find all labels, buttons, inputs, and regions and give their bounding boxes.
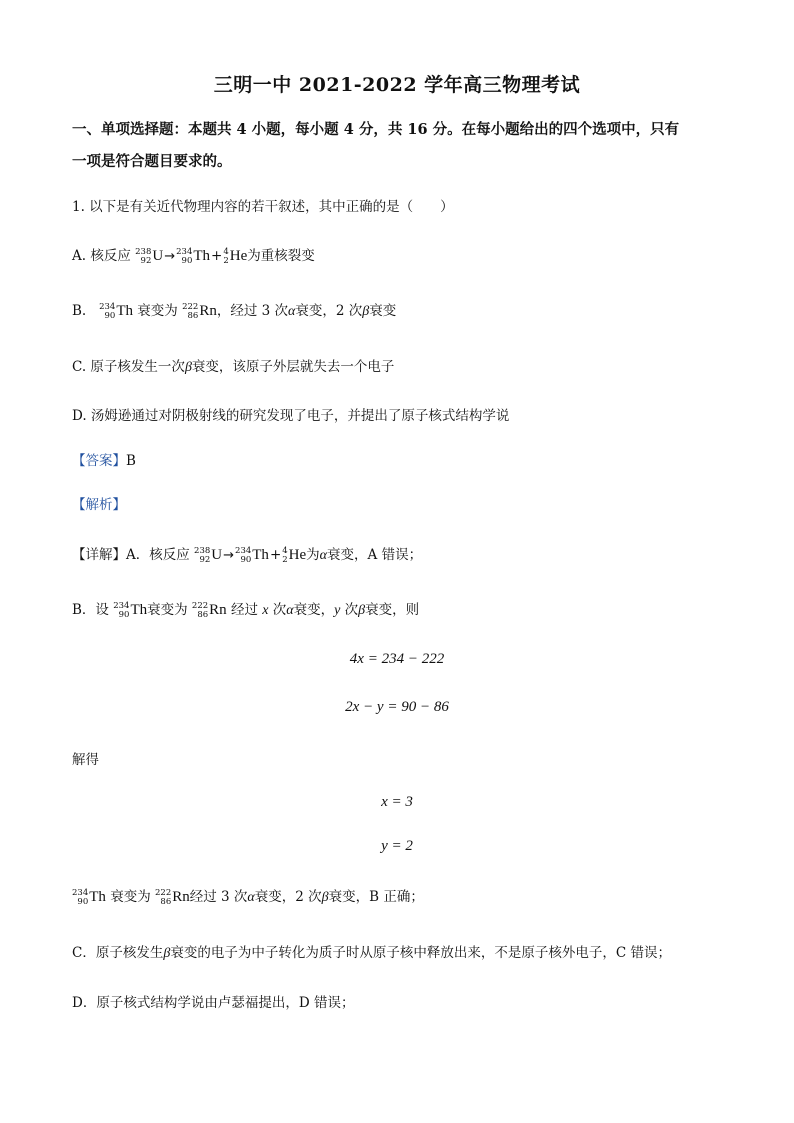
- mass-number: 4: [282, 545, 288, 556]
- detail-b2-text3: 衰变，2 次: [254, 889, 322, 905]
- equation-2: 2x − y = 90 − 86: [345, 699, 449, 715]
- answer-line: [72, 452, 136, 470]
- mass-number: 234: [72, 887, 89, 898]
- detail-b: [72, 601, 419, 620]
- atomic-number: 92: [140, 255, 152, 266]
- mass-number: 222: [155, 887, 172, 898]
- atomic-number: 90: [240, 554, 252, 565]
- nuclide-th234: [235, 546, 269, 565]
- option-c: [72, 358, 394, 377]
- detail-b-text5: 次: [344, 602, 359, 618]
- beta-symbol: β: [163, 946, 171, 961]
- element-symbol: Th: [193, 248, 211, 265]
- analysis-label: 【解析】: [72, 497, 126, 513]
- mass-number: 4: [223, 246, 229, 257]
- option-d: D. 汤姆逊通过对阴极射线的研究发现了电子，并提出了原子核式结构学说: [72, 408, 510, 424]
- atomic-number: 90: [104, 310, 116, 321]
- beta-symbol: β: [184, 360, 192, 375]
- atomic-number: 92: [199, 554, 211, 565]
- beta-symbol: β: [321, 890, 329, 905]
- option-a: [72, 247, 315, 266]
- detail-b2-text2: 经过 3 次: [189, 889, 248, 905]
- section-heading-line1: 一、单项选择题：本题共 4 小题，每小题 4 分，共 16 分。在每小题给出的四个选项中，只有: [72, 121, 680, 138]
- nuclide-rn222: [155, 888, 190, 907]
- alpha-symbol: α: [286, 603, 294, 618]
- nuclide-he4: [223, 247, 247, 266]
- page-title: 三明一中 2021-2022 学年高三物理考试: [213, 74, 581, 96]
- element-symbol: U: [211, 547, 223, 564]
- detail-b-text3: 次: [272, 602, 287, 618]
- variable-y: y: [334, 603, 341, 618]
- mass-number: 234: [99, 301, 116, 312]
- reaction-arrow-icon: →: [164, 249, 176, 264]
- detail-b-suffix: 衰变，则: [365, 602, 420, 618]
- mass-number: 222: [182, 301, 199, 312]
- atomic-number: 90: [77, 896, 89, 907]
- answer-label: 【答案】: [72, 453, 126, 469]
- atomic-number: 90: [181, 255, 193, 266]
- nuclide-rn222: [192, 601, 227, 620]
- option-c-prefix: C. 原子核发生一次: [72, 359, 185, 375]
- option-a-prefix: A. 核反应: [72, 248, 131, 264]
- alpha-symbol: α: [288, 304, 296, 319]
- solve-label: 解得: [72, 752, 99, 768]
- atomic-number: 2: [282, 554, 288, 565]
- detail-b-text1: 衰变为: [147, 602, 188, 618]
- plus-sign: +: [269, 547, 282, 563]
- element-symbol: Th: [252, 547, 269, 564]
- detail-label: 【详解】: [72, 547, 126, 563]
- option-b-text3: 衰变，2 次: [295, 303, 363, 319]
- element-symbol: Rn: [209, 602, 227, 619]
- alpha-symbol: α: [247, 890, 255, 905]
- element-symbol: Rn: [172, 889, 190, 906]
- atomic-number: 86: [197, 609, 209, 620]
- equation-4: y = 2: [381, 838, 413, 854]
- option-c-suffix: 衰变，该原子外层就失去一个电子: [191, 359, 395, 375]
- mass-number: 238: [135, 246, 152, 257]
- equation-1: 4x = 234 − 222: [349, 651, 445, 667]
- section-heading-line2: 一项是符合题目要求的。: [72, 153, 232, 170]
- question-stem: 1. 以下是有关近代物理内容的若干叙述，其中正确的是（ ）: [72, 199, 454, 215]
- atomic-number: 2: [223, 255, 229, 266]
- detail-d: D．原子核式结构学说由卢瑟福提出，D 错误；: [72, 995, 355, 1011]
- mass-number: 234: [113, 600, 130, 611]
- element-symbol: Th: [89, 889, 106, 906]
- detail-b-text2: 经过: [230, 602, 258, 618]
- element-symbol: Th: [130, 602, 148, 619]
- mass-number: 234: [176, 246, 193, 257]
- mass-number: 234: [235, 545, 252, 556]
- element-symbol: U: [152, 248, 164, 265]
- plus-sign: +: [211, 248, 223, 264]
- nuclide-rn222: [182, 302, 217, 321]
- detail-c: [72, 944, 671, 963]
- element-symbol: He: [229, 248, 248, 265]
- detail-c-prefix: C．原子核发生: [72, 945, 164, 961]
- detail-b-text4: 衰变，: [293, 602, 335, 618]
- element-symbol: Rn: [199, 303, 217, 320]
- element-symbol: Th: [116, 303, 133, 320]
- beta-symbol: β: [362, 304, 370, 319]
- atomic-number: 86: [187, 310, 199, 321]
- beta-symbol: β: [358, 603, 366, 618]
- element-symbol: He: [288, 547, 307, 564]
- detail-b-conclusion: [72, 888, 424, 907]
- detail-a-prefix: A．核反应: [126, 547, 190, 563]
- equation-3: x = 3: [381, 794, 413, 810]
- option-b-suffix: 衰变: [369, 303, 397, 319]
- answer-value: B: [126, 453, 136, 469]
- option-b-text2: ，经过 3 次: [216, 303, 289, 319]
- option-b-text1: 衰变为: [137, 303, 178, 319]
- nuclide-th234: [176, 247, 210, 266]
- nuclide-th234: [113, 601, 147, 620]
- atomic-number: 90: [118, 609, 130, 620]
- alpha-symbol: α: [319, 548, 328, 563]
- atomic-number: 86: [160, 896, 172, 907]
- detail-b-prefix: B．设: [72, 602, 109, 618]
- option-a-suffix: 为重核裂变: [247, 248, 315, 264]
- reaction-arrow-icon: →: [223, 548, 235, 563]
- detail-a-suffix: 衰变，A 错误；: [327, 547, 423, 563]
- nuclide-he4: [282, 546, 306, 565]
- detail-a-mid: 为: [306, 547, 320, 563]
- option-b-prefix: B.: [72, 303, 87, 319]
- nuclide-u238: [135, 247, 163, 266]
- mass-number: 238: [194, 545, 211, 556]
- detail-b2-text1: 衰变为: [110, 889, 151, 905]
- nuclide-u238: [194, 546, 222, 565]
- detail-a: [72, 546, 422, 565]
- option-b: [72, 302, 396, 321]
- nuclide-th234: [72, 888, 106, 907]
- mass-number: 222: [191, 600, 209, 611]
- detail-b2-suffix: 衰变，B 正确；: [328, 889, 424, 905]
- variable-x: x: [262, 603, 269, 618]
- detail-c-suffix: 衰变的电子为中子转化为质子时从原子核中释放出来，不是原子核外电子，C 错误；: [170, 945, 671, 961]
- nuclide-th234: [99, 302, 133, 321]
